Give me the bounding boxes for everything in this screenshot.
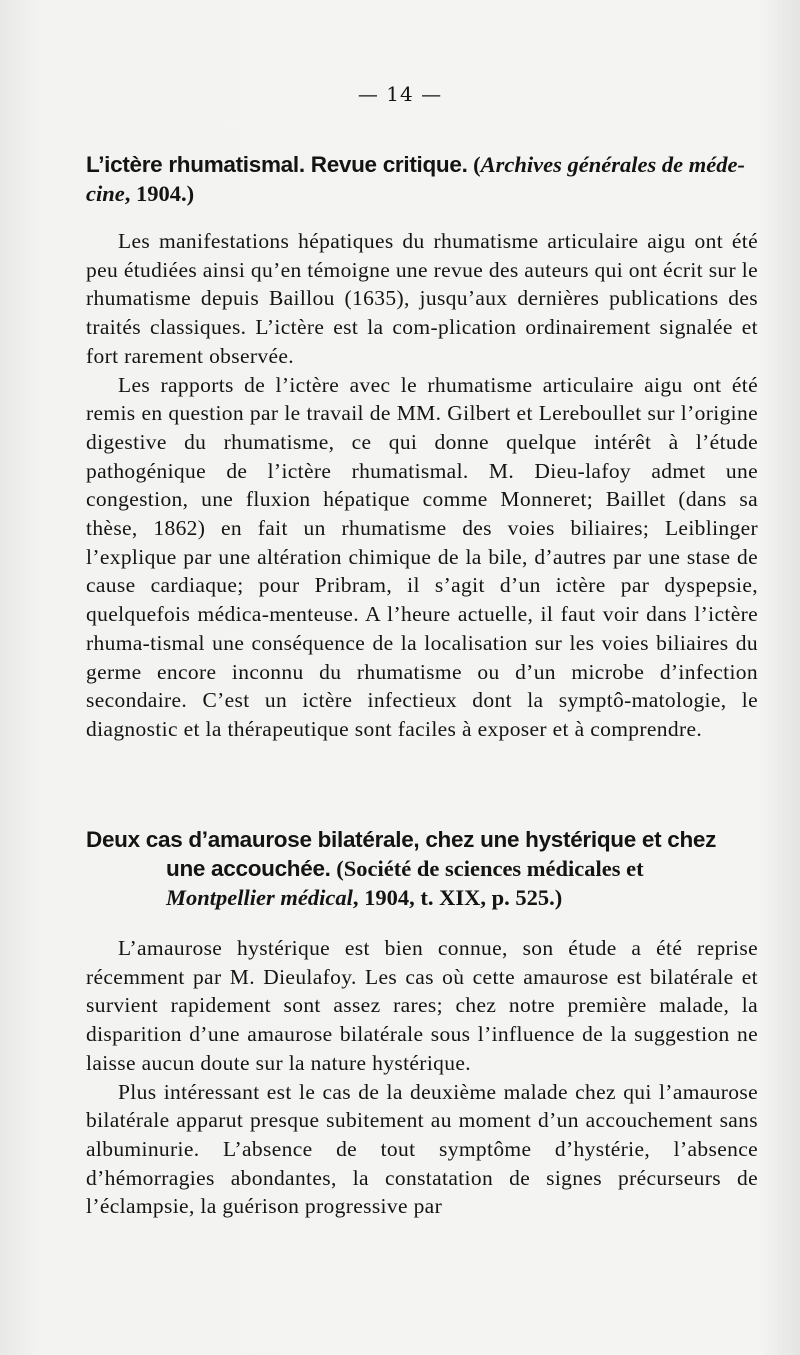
reference-open: (: [467, 152, 481, 177]
entry-heading: [86, 825, 758, 912]
paragraph: L’amaurose hystérique est bien connue, son étude a été reprise récemment par M. Dieulafoy. Les cas où cette amaurose est bilatérale et survient rapidement sont assez rares; chez notre première malade, la disparition d’une amaurose bilatérale sous l’influence de la suggestion ne laisse aucun doute sur la nature hystérique.: [86, 936, 758, 1075]
reference-close: , 1904.): [124, 181, 195, 206]
entry-title: Deux cas d’amaurose bilatérale, chez une hystérique et chez une accouchée.: [86, 827, 717, 881]
bibliography-entry: [86, 825, 758, 1221]
journal-name: Montpellier médical: [166, 885, 353, 910]
entry-heading: [86, 150, 758, 208]
entry-title: L’ictère rhumatismal. Revue critique.: [86, 152, 468, 177]
paragraph: Plus intéressant est le cas de la deuxième malade chez qui l’amaurose bilatérale apparut presque subitement au moment d’un accouchement sans albuminurie. L’absence de tout symptôme d’hystérie, l’absence d’hémorragies abondantes, la constatation de signes précurseurs de l’éclampsie, la guérison progressive par: [86, 1079, 758, 1219]
reference-close: , 1904, t. XIX, p. 525.): [352, 885, 563, 910]
paragraph: Les rapports de l’ictère avec le rhumatisme articulaire aigu ont été remis en question par le travail de MM. Gilbert et Lereboullet sur l’origine digestive du rhumatisme, ce qui donne quelque intérêt à l’étude pathogénique de l’ictère rhumatismal. M. Dieu-lafoy admet une congestion, une fluxion hépatique comme Monneret; Baillet (dans sa thèse, 1862) en fait un rhumatisme des voies biliaires; Leiblinger l’explique par une altération chimique de la bile, d’autres par une stase de cause cardiaque; pour Pribram, il s’agit d’un ictère par dyspepsie, quelquefois médica-menteuse. A l’heure actuelle, il faut voir dans l’ictère rhuma-tismal une conséquence de la localisation sur les voies biliaires du germe encore inconnu du rhumatisme ou d’un microbe d’infection secondaire. C’est un ictère infectieux dont la symptô-matologie, le diagnostic et la thérapeutique sont faciles à exposer et à comprendre.: [86, 372, 758, 741]
entry-summary: [86, 227, 758, 744]
reference-open: (Société de sciences médicales et: [330, 856, 644, 881]
entry-summary: [86, 934, 758, 1221]
page-number: — 14 —: [357, 82, 443, 106]
bibliography-entry: [86, 150, 758, 744]
paragraph: Les manifestations hépatiques du rhumatisme articulaire aigu ont été peu étudiées ainsi qu’en témoigne une revue des auteurs qui ont écrit sur le rhumatisme depuis Baillou (1635), jusqu’aux dernières publications des traités classiques. L’ictère est la com-plication ordinairement signalée et fort rarement observée.: [86, 229, 758, 368]
journal-name: Archives générales de méde-cine: [86, 152, 745, 206]
